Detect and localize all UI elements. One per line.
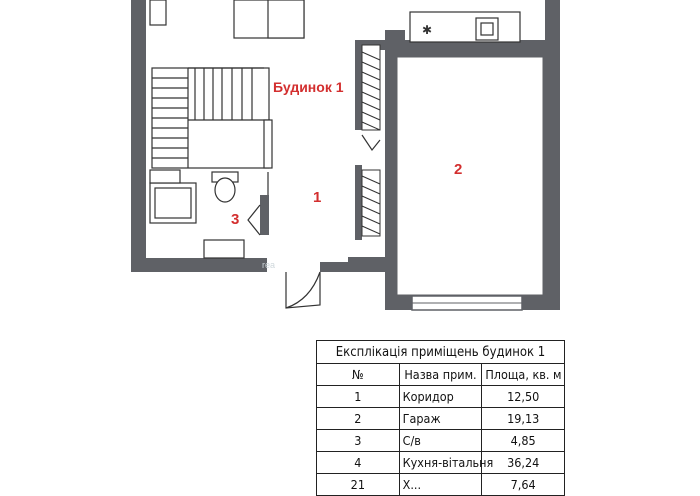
room-number-3: 3 [231,211,240,228]
table-row [317,386,565,408]
bathroom-fixtures [150,170,268,258]
header-name: Назва прим. [399,364,482,386]
row-name: Х... [399,474,482,496]
table-row [317,430,565,452]
header-area: Площа, кв. м [482,364,565,386]
row-area: 36,24 [482,452,565,474]
row-number: 4 [317,452,400,474]
building-label: Будинок 1 [273,79,344,95]
row-area: 7,64 [482,474,565,496]
staircase [152,68,272,168]
row-name: Коридор [399,386,482,408]
legend-header-row [317,364,565,386]
row-area: 19,13 [482,408,565,430]
garage-floor [396,56,544,296]
row-name: Кухня-вітальня [399,452,482,474]
vent-hatching [362,45,380,236]
room-number-2: 2 [454,161,463,178]
row-name: Гараж [399,408,482,430]
row-area: 12,50 [482,386,565,408]
fixtures-top [150,0,520,42]
row-area: 4,85 [482,430,565,452]
room-legend-table [316,340,565,496]
table-row [317,474,565,496]
table-row [317,452,565,474]
legend-caption: Експлікація приміщень будинок 1 [317,341,565,364]
row-number: 1 [317,386,400,408]
header-number: № [317,364,400,386]
row-number: 21 [317,474,400,496]
row-number: 2 [317,408,400,430]
stove-icon: ✱ [422,23,433,37]
room-number-1: 1 [313,189,322,206]
legend-caption-row [317,341,565,364]
row-number: 3 [317,430,400,452]
watermark: rea [262,260,276,270]
row-name: С/в [399,430,482,452]
table-row [317,408,565,430]
